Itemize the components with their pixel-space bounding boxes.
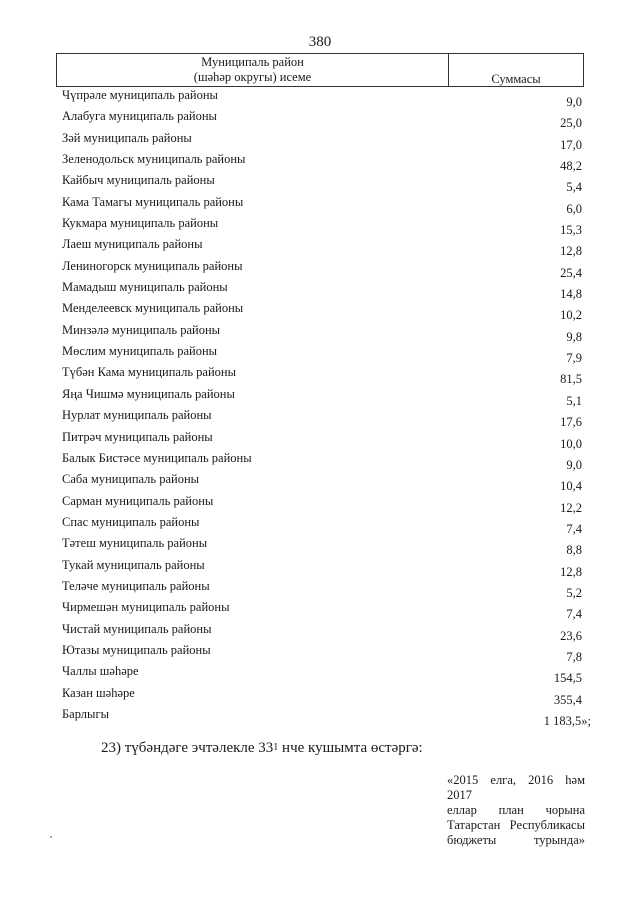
district-name: Менделеевск муниципаль районы	[62, 301, 244, 316]
table-row	[62, 108, 584, 129]
district-sum: 12,8	[560, 564, 582, 579]
paragraph-text-before: 23) түбәндәге эчтәлекле 33	[101, 740, 274, 756]
district-name: Лениногорск муниципаль районы	[62, 258, 243, 273]
district-sum: 5,4	[566, 180, 582, 195]
district-name: Ютазы муниципаль районы	[62, 642, 211, 657]
table-row	[62, 300, 584, 321]
district-name: Кама Тамагы муниципаль районы	[62, 194, 244, 209]
district-sum: 25,4	[560, 265, 582, 280]
table-body	[62, 87, 591, 728]
column-header-name-line2: (шәһәр округы) исеме	[193, 70, 312, 84]
table-row	[62, 663, 584, 684]
total-row	[62, 706, 591, 728]
district-sum: 7,9	[566, 351, 582, 366]
district-name: Балык Бистәсе муниципаль районы	[62, 450, 252, 465]
district-sum: 17,6	[560, 415, 582, 430]
table-row	[62, 493, 584, 514]
district-sum: 12,2	[560, 500, 582, 515]
district-sum: 8,8	[566, 543, 582, 558]
district-sum: 81,5	[560, 372, 582, 387]
paragraph-text-after: нче кушымта өстәргә:	[278, 740, 423, 756]
district-name: Кукмара муниципаль районы	[62, 216, 219, 231]
table-row	[62, 621, 584, 642]
table-row	[62, 450, 584, 471]
table-header	[56, 53, 584, 87]
district-name: Тукай муниципаль районы	[62, 557, 205, 572]
district-sum: 15,3	[560, 223, 582, 238]
table-row	[62, 215, 584, 236]
district-sum: 7,4	[566, 521, 582, 536]
district-sum: 17,0	[560, 137, 582, 152]
table-row	[62, 642, 584, 663]
column-header-name	[57, 54, 449, 86]
district-name: Лаеш муниципаль районы	[62, 237, 203, 252]
district-sum: 5,1	[566, 393, 582, 408]
amendment-paragraph	[101, 740, 423, 757]
district-sum: 25,0	[560, 116, 582, 131]
total-label: Барлыгы	[62, 706, 109, 721]
table-row	[62, 151, 584, 172]
district-name: Нурлат муниципаль районы	[62, 408, 212, 423]
table-row	[62, 514, 584, 535]
district-sum: 5,2	[566, 585, 582, 600]
district-sum: 12,8	[560, 244, 582, 259]
district-name: Тәтеш муниципаль районы	[62, 536, 208, 551]
table-row	[62, 322, 584, 343]
table-row	[62, 407, 584, 428]
table-row	[62, 87, 584, 108]
district-sum: 6,0	[566, 201, 582, 216]
district-sum: 355,4	[553, 692, 582, 707]
table-row	[62, 471, 584, 492]
district-name: Чирмешән муниципаль районы	[62, 600, 230, 615]
district-name: Минзәлә муниципаль районы	[62, 322, 221, 337]
district-sum: 10,2	[560, 308, 582, 323]
district-name: Питрәч муниципаль районы	[62, 429, 213, 444]
district-sum: 9,8	[566, 329, 582, 344]
quoted-title	[447, 773, 585, 848]
table-row	[62, 194, 584, 215]
district-name: Казан шәһәре	[62, 685, 135, 700]
district-sum: 23,6	[560, 628, 582, 643]
page-number: 380	[308, 34, 332, 50]
scan-speck	[50, 836, 52, 838]
district-name: Мөслим муниципаль районы	[62, 344, 218, 359]
table-row	[62, 578, 584, 599]
district-name: Яңа Чишмә муниципаль районы	[62, 386, 235, 401]
district-name: Түбән Кама муниципаль районы	[62, 365, 236, 380]
table-row	[62, 236, 584, 257]
table-row	[62, 535, 584, 556]
quoted-title-line: еллар план чорына	[447, 803, 585, 817]
district-name: Сарман муниципаль районы	[62, 493, 214, 508]
district-name: Чүпрәле муниципаль районы	[62, 88, 218, 102]
quoted-title-line: Татарстан Республикасы	[447, 818, 585, 832]
table-row	[62, 685, 584, 706]
table-row	[62, 557, 584, 578]
quoted-title-line: «2015 елга, 2016 һәм 2017	[447, 773, 585, 802]
paragraph-superscript: 1	[273, 742, 279, 753]
column-header-name-line1: Муниципаль район	[201, 55, 304, 69]
table-row	[62, 172, 584, 193]
quoted-title-line: бюджеты турында»	[447, 833, 585, 847]
total-value: 1 183,5»;	[543, 713, 591, 728]
table-row	[62, 599, 584, 620]
district-sum: 9,0	[566, 95, 582, 109]
district-sum: 7,4	[566, 607, 582, 622]
district-name: Теләче муниципаль районы	[62, 578, 210, 593]
district-sum: 14,8	[560, 287, 582, 302]
table-row	[62, 258, 584, 279]
district-sum: 9,0	[566, 457, 582, 472]
district-name: Зәй муниципаль районы	[62, 130, 192, 145]
table-row	[62, 386, 584, 407]
district-name: Чаллы шәһәре	[62, 664, 139, 679]
district-name: Зеленодольск муниципаль районы	[62, 152, 246, 167]
district-name: Мамадыш муниципаль районы	[62, 280, 228, 295]
district-name: Спас муниципаль районы	[62, 514, 200, 529]
table-row	[62, 343, 584, 364]
district-sum: 7,8	[566, 649, 582, 664]
district-name: Чистай муниципаль районы	[62, 621, 212, 636]
district-sum: 48,2	[560, 159, 582, 174]
district-name: Кайбыч муниципаль районы	[62, 173, 215, 188]
district-sum: 10,4	[560, 479, 582, 494]
district-sum: 10,0	[560, 436, 582, 451]
table-row	[62, 429, 584, 450]
district-name: Саба муниципаль районы	[62, 472, 200, 487]
district-name: Алабуга муниципаль районы	[62, 109, 217, 124]
district-sum: 154,5	[553, 671, 582, 686]
column-header-sum: Суммасы	[491, 72, 541, 86]
table-row	[62, 130, 584, 151]
table-row	[62, 364, 584, 385]
table-row	[62, 279, 584, 300]
